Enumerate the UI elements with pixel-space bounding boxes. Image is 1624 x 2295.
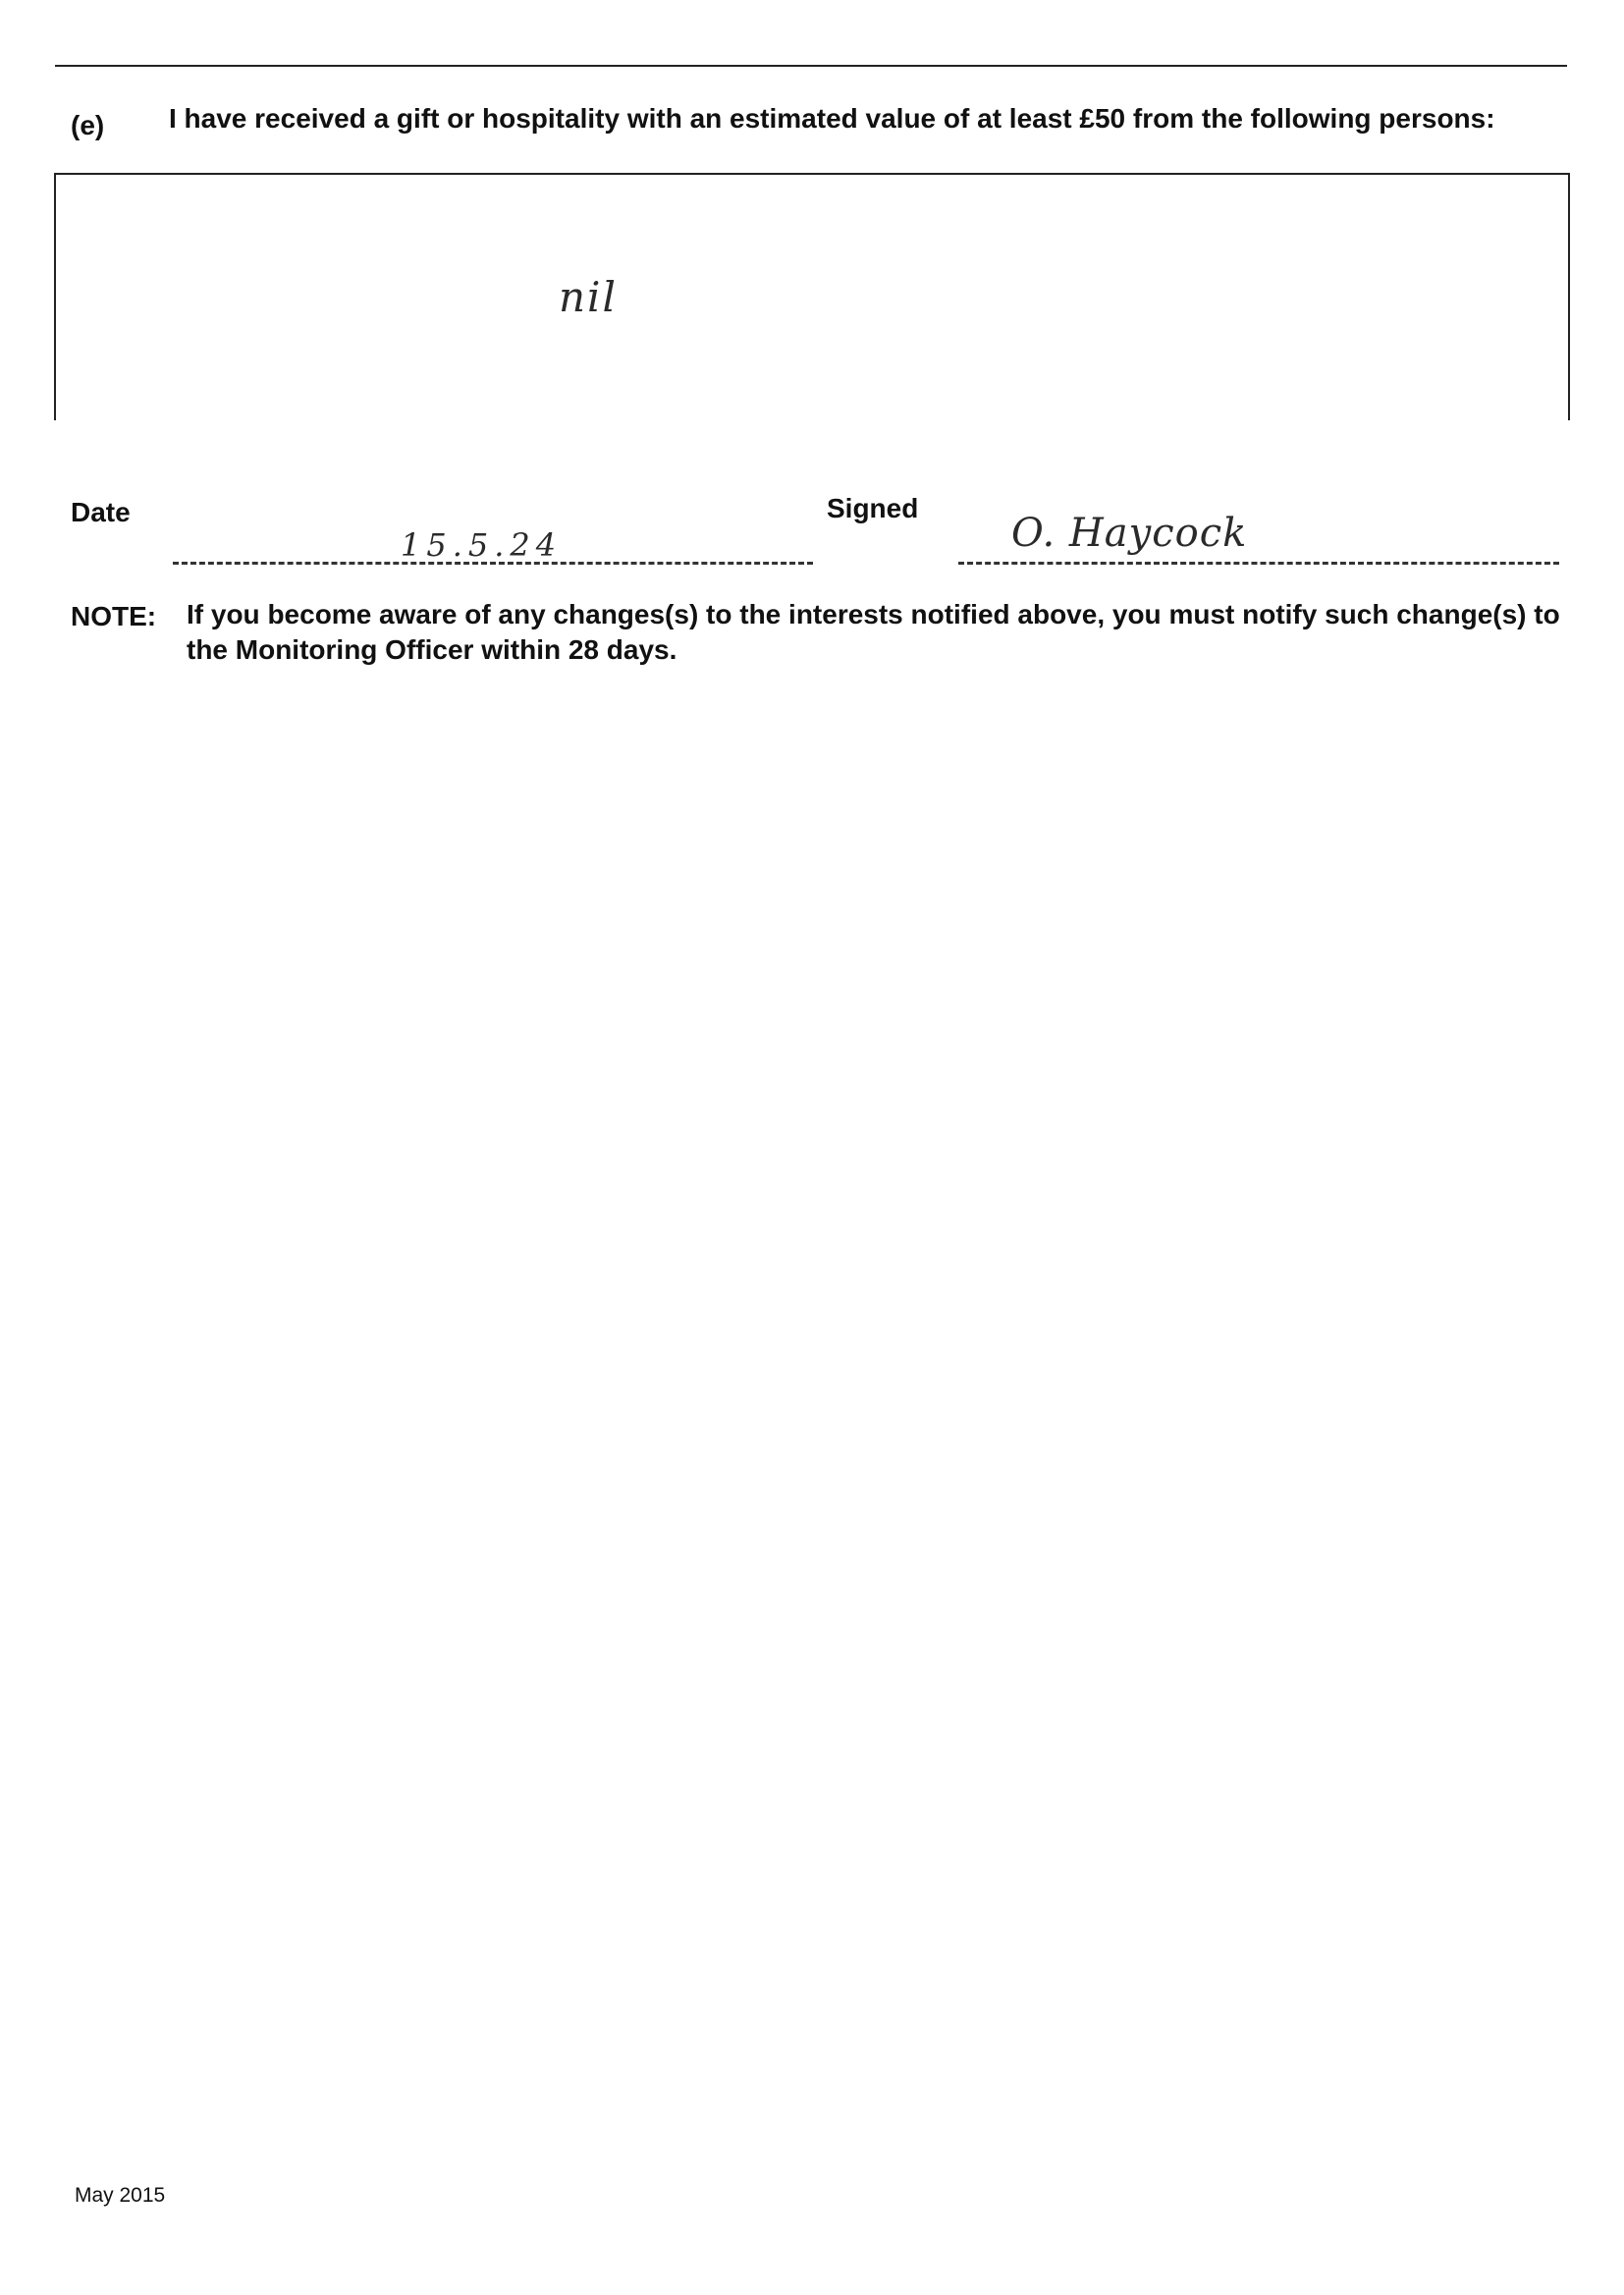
gift-entry-box xyxy=(54,173,1570,420)
note-label: NOTE: xyxy=(71,601,157,631)
note-text: If you become aware of any changes(s) to the interests notified above, you must notify such change(s) to the Monitoring Officer within 28 days. xyxy=(187,599,1560,665)
date-value-handwritten: 15.5.24 xyxy=(401,526,563,564)
signed-dotted-line xyxy=(958,562,1559,565)
footer-date: May 2015 xyxy=(75,2184,166,2207)
top-rule xyxy=(55,65,1567,67)
signature-handwritten: O. Haycock xyxy=(1011,511,1248,556)
gift-entry-handwritten: nil xyxy=(559,273,618,321)
section-heading: I have received a gift or hospitality with an estimated value of at least £50 from the following persons: xyxy=(169,103,1495,134)
section-letter: (e) xyxy=(71,110,105,140)
signed-label: Signed xyxy=(827,493,919,523)
date-label: Date xyxy=(71,497,131,527)
